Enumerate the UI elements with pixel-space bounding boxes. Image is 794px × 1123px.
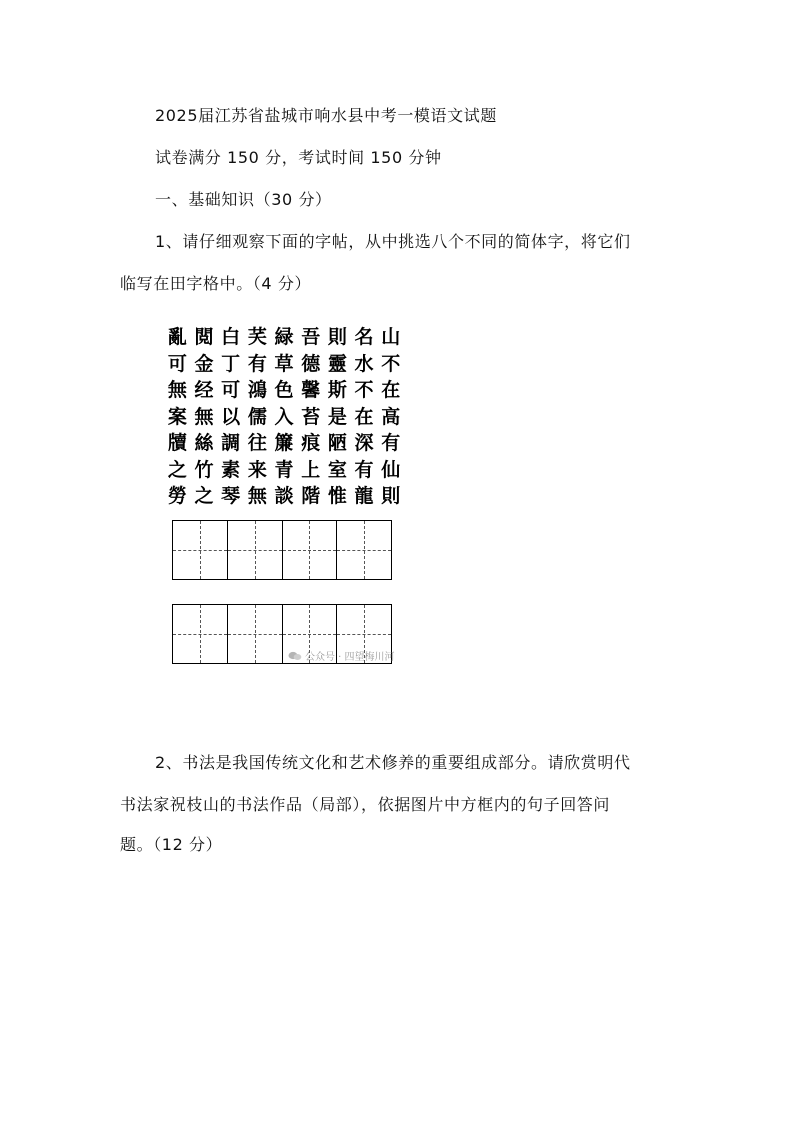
calligraphy-row [164,324,404,351]
calligraphy-character: 勞 [167,485,187,508]
watermark [288,648,395,663]
calligraphy-character: 入 [274,405,294,428]
calligraphy-character: 在 [381,379,401,402]
tianzige-cell[interactable] [228,605,283,663]
calligraphy-character: 靈 [327,352,347,375]
calligraphy-character: 可 [221,379,241,402]
calligraphy-character: 素 [221,458,241,481]
calligraphy-row [164,404,404,431]
watermark-text: 公众号 · 四望梅川河 [305,652,395,663]
calligraphy-copybook [164,324,404,510]
calligraphy-character: 是 [327,405,347,428]
calligraphy-character: 竹 [194,458,214,481]
calligraphy-character: 無 [194,405,214,428]
calligraphy-character: 可 [167,352,187,375]
calligraphy-character: 仙 [381,458,401,481]
calligraphy-character: 来 [247,458,267,481]
exam-info: 试卷满分 150 分，考试时间 150 分钟 [155,148,442,167]
calligraphy-character: 龍 [354,485,374,508]
calligraphy-character: 惟 [327,485,347,508]
question-2-line-3: 题。（12 分） [120,835,223,854]
calligraphy-character: 丁 [221,352,241,375]
question-1-line-1: 1、请仔细观察下面的字帖，从中挑选八个不同的简体字，将它们 [155,232,631,251]
calligraphy-character: 痕 [301,432,321,455]
calligraphy-character: 之 [194,485,214,508]
tianzige-cell[interactable] [337,521,391,579]
calligraphy-character: 上 [301,458,321,481]
calligraphy-character: 在 [354,405,374,428]
calligraphy-character: 山 [381,326,401,349]
calligraphy-character: 德 [301,352,321,375]
calligraphy-character: 色 [274,379,294,402]
calligraphy-character: 金 [194,352,214,375]
calligraphy-character: 牘 [167,432,187,455]
calligraphy-row [164,457,404,484]
calligraphy-character: 高 [381,405,401,428]
calligraphy-character: 陋 [327,432,347,455]
calligraphy-character: 鴻 [247,379,267,402]
calligraphy-character: 馨 [301,379,321,402]
calligraphy-character: 無 [247,485,267,508]
calligraphy-character: 儒 [247,405,267,428]
calligraphy-character: 芺 [247,326,267,349]
calligraphy-row [164,377,404,404]
calligraphy-character: 有 [381,432,401,455]
calligraphy-character: 不 [381,352,401,375]
wechat-icon [288,651,302,661]
calligraphy-character: 深 [354,432,374,455]
calligraphy-character: 室 [327,458,347,481]
calligraphy-character: 之 [167,458,187,481]
calligraphy-character: 則 [327,326,347,349]
tianzige-cell[interactable] [173,521,228,579]
calligraphy-character: 琴 [221,485,241,508]
calligraphy-character: 名 [354,326,374,349]
calligraphy-row [164,483,404,510]
calligraphy-character: 絲 [194,432,214,455]
calligraphy-character: 吾 [301,326,321,349]
calligraphy-character: 斯 [327,379,347,402]
calligraphy-character: 案 [167,405,187,428]
tianzige-cell[interactable] [173,605,228,663]
calligraphy-character: 不 [354,379,374,402]
question-2-line-2: 书法家祝枝山的书法作品（局部），依据图片中方框内的句子回答问 [120,795,611,814]
calligraphy-character: 苔 [301,405,321,428]
tianzige-grid-row-1[interactable] [172,520,392,580]
calligraphy-character: 亂 [167,326,187,349]
calligraphy-character: 白 [221,326,241,349]
question-2-line-1: 2、书法是我国传统文化和艺术修养的重要组成部分。请欣赏明代 [155,753,631,772]
calligraphy-character: 有 [354,458,374,481]
calligraphy-character: 緑 [274,326,294,349]
calligraphy-character: 草 [274,352,294,375]
calligraphy-character: 有 [247,352,267,375]
tianzige-cell[interactable] [228,521,283,579]
calligraphy-character: 青 [274,458,294,481]
calligraphy-character: 無 [167,379,187,402]
calligraphy-character: 階 [301,485,321,508]
calligraphy-character: 則 [381,485,401,508]
tianzige-cell[interactable] [283,521,338,579]
calligraphy-character: 談 [274,485,294,508]
calligraphy-character: 閲 [194,326,214,349]
calligraphy-character: 往 [247,432,267,455]
question-1-line-2: 临写在田字格中。（4 分） [120,274,312,293]
calligraphy-row [164,430,404,457]
section-heading-basic-knowledge: 一、基础知识（30 分） [155,190,332,209]
calligraphy-character: 经 [194,379,214,402]
calligraphy-row [164,351,404,378]
calligraphy-character: 以 [221,405,241,428]
calligraphy-character: 調 [221,432,241,455]
calligraphy-character: 簾 [274,432,294,455]
document-title: 2025届江苏省盐城市响水县中考一模语文试题 [155,106,497,125]
calligraphy-character: 水 [354,352,374,375]
